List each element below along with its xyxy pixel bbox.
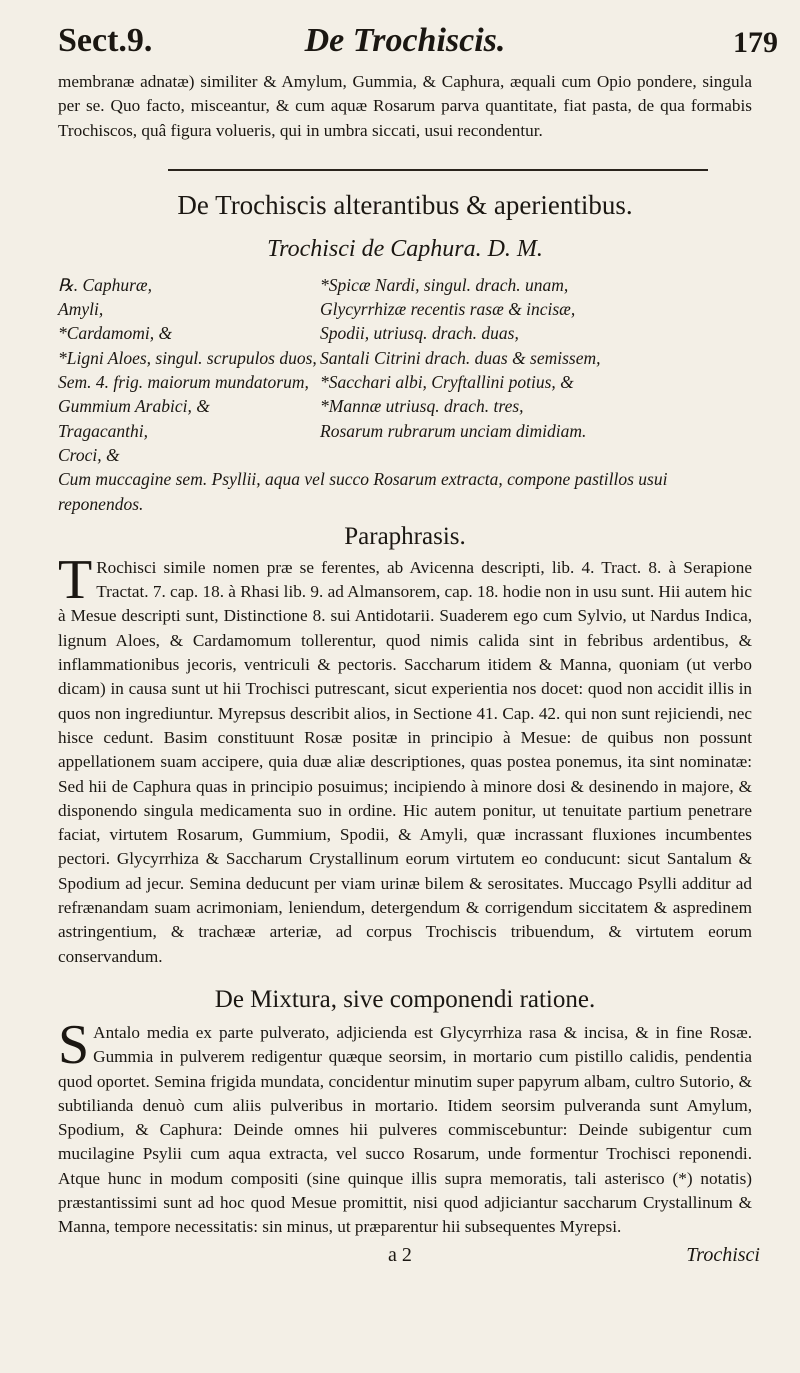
ingredient-line: Tragacanthi,: [58, 420, 148, 441]
catchword: Trochisci: [686, 1243, 760, 1266]
ingredient-line: Glycyrrhizæ recentis rasæ & incisæ,: [320, 299, 576, 320]
signature-mark: a 2: [388, 1243, 412, 1266]
drop-cap: T: [58, 548, 93, 611]
section-label: Sect.9.: [58, 22, 153, 59]
paraphrasis-paragraph: [58, 548, 752, 969]
running-title: De Trochiscis.: [304, 22, 506, 59]
recipe-ingredients: [58, 273, 752, 467]
ingredient-line: Spodii, utriusq. drach. duas,: [320, 323, 519, 344]
ingredients-column-right: [320, 273, 752, 467]
drop-cap: S: [58, 1013, 90, 1076]
ingredient-line: Rosarum rubrarum unciam dimidiam.: [320, 420, 587, 441]
intro-paragraph: membranæ adnatæ) similiter & Amylum, Gummia, & Caphura, æquali cum Opio pondere, singula per se. Quo facto, misceantur, & cum aquæ Rosarum parva quantitate, fiat pasta, de qua formabis Trochiscos, quâ figura volueris, qui in umbra siccati, usui recondentur.: [58, 72, 752, 140]
ingredient-line: *Ligni Aloes, singul. scrupulos duos,: [58, 347, 317, 368]
divider-rule: [168, 169, 708, 171]
section-title: De Trochiscis alterantibus & aperientibus.: [177, 189, 633, 220]
mixtura-paragraph: [58, 1013, 752, 1240]
ingredient-line: Amyli,: [58, 299, 104, 320]
ingredients-column-left: [58, 273, 320, 467]
ingredient-line: *Cardamomi, &: [58, 323, 173, 344]
mixtura-text: Antalo media ex parte pulverato, adjicienda est Glycyrrhiza rasa & incisa, & in fine Rosæ. Gummia in pulverem redigentur quæque seorsim, in mortario cum pistillo calidis, pendentia quod oportet. Semina frigida mundata, concidentur minutim super papyrum albam, cultro Sutorio, & subtilianda denuò cum aliis pulveribus in mortario. Itidem seorsim pulveranda sunt Amylum, Spodium, & Caphura: Deinde omnes hii pulveres commiscebuntur: Deinde subigentur cum mucilagine Psylii cum aqua extracta, vel succo Rosarum, unde formentur Trochisci reponendi. Atque hunc in modum compositi (sine quinque illis supra memoratis, tali asterisco (*) notatis) præstantissimi sunt ad hoc quod Mesue promittit, nisi quod adjiciantur saccharum Crystallinum & Manna, tempore necessitatis: sin minus, ut præparentur hii subsequentes Myrepsi.: [58, 1022, 752, 1237]
ingredient-line: Gummium Arabici, &: [58, 396, 210, 417]
ingredient-line: Sem. 4. frig. maiorum mundatorum,: [58, 372, 309, 393]
recipe-title: Trochisci de Caphura. D. M.: [267, 235, 543, 262]
paraphrasis-title: Paraphrasis.: [344, 522, 466, 550]
ingredient-line: Croci, &: [58, 444, 120, 465]
mixtura-title: De Mixtura, sive componendi ratione.: [214, 985, 596, 1013]
ingredient-line: Santali Citrini drach. duas & semissem,: [320, 347, 601, 368]
page-footer: [58, 1243, 760, 1272]
ingredient-line: *Spicæ Nardi, singul. drach. unam,: [320, 274, 569, 295]
paraphrasis-text: Rochisci simile nomen præ se ferentes, ab Avicenna descripti, lib. 4. Tract. 8. à Serapione Tractat. 7. cap. 18. à Rhasi lib. 9. ad Almansorem, cap. 18. hodie non in usu sunt. Hii autem hic à Mesue descripti sunt, Distinctione 8. sui Antidotarii. Suaderem ego cum Sylvio, ut Nardus Indica, lignum Aloes, & Cardamomum tollerentur, quod nimis calida sint in febribus ardentibus, & inflammationibus jecoris, ventriculi & pectoris. Saccharum itidem & Manna, quoniam (ut verbo dicam) in causa sunt ut hii Trochisci putrescant, sicut experientia nos docet: quod non accidit illis in quos non ingrediuntur. Myrepsus describit alios, in Sectione 41. Cap. 42. qui non sunt rejiciendi, nec hisce cedunt. Basim constituunt Rosæ positæ in principio à Mesue: de quibus non possunt appellationem suam accipere, quia duæ aliæ descriptiones, quas postea ponemus, ita sint nominatæ: Sed hii de Caphura quas in principio posuimus; incipiendo à minore dosi & desinendo in majore, & disponendo singula medicamenta suo in ordine. Hic autem ponitur, ut tenuitate partium penetrare faciat, virtutem Rosarum, Gummium, Spodii, & Amyli, quæ incrassant fluxiones incumbentes pectori. Glycyrrhiza & Saccharum Crystallinum eorum virtutem eo conducunt: sicut Santalum & Spodium ad jecur. Semina deducunt per viam urinæ bilem & serositates. Muccago Psylli additur ad refrænandam suam acrimoniam, leniendum, detergendum & corrigendum siccitatem & aspredinem astringentium, & trachææ arteriæ, ad corpus Trochiscis tribuendum, & virtutem eorum conservandum.: [58, 557, 752, 966]
page-number: 179: [733, 26, 778, 59]
recipe-instruction: Cum muccagine sem. Psyllii, aqua vel succo Rosarum extracta, compone pastillos usui reponendos.: [58, 469, 668, 514]
ingredient-line: ℞. Caphuræ,: [58, 274, 152, 295]
running-header: [58, 22, 778, 68]
ingredient-line: *Sacchari albi, Cryftallini potius, &: [320, 372, 574, 393]
ingredient-line: *Mannæ utriusq. drach. tres,: [320, 396, 524, 417]
